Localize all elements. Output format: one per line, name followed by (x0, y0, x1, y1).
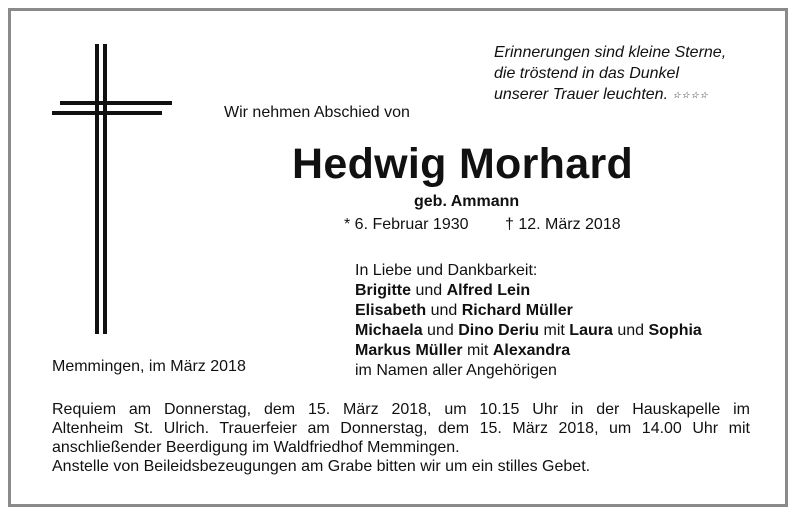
mourner-name: Markus Müller (355, 342, 463, 359)
notice-line: Anstelle von Beileidsbezeugungen am Grabe bitten wir um ein stilles Gebet. (52, 458, 591, 475)
death-date: † 12. März 2018 (505, 216, 621, 233)
notice-line: Requiem am Donnerstag, dem 15. März 2018, um 10.15 Uhr in der Hauskapelle im (52, 401, 750, 418)
quote-line: Erinnerungen sind kleine Sterne, (494, 44, 727, 61)
place-date: Memmingen, im März 2018 (52, 358, 246, 375)
mourner-name: Sophia (648, 322, 702, 339)
mourner-sep: und (422, 322, 459, 339)
mourners-closing: im Namen aller Angehörigen (355, 362, 557, 379)
mourner-line (355, 281, 702, 301)
mourner-sep: und (612, 322, 649, 339)
mourner-name: Dino Deriu (458, 322, 540, 339)
cross-icon-bar (52, 101, 172, 115)
intro-text: Wir nehmen Abschied von (224, 104, 410, 121)
mourner-name: Alfred Lein (446, 282, 531, 299)
quote-line (494, 84, 774, 106)
mourner-sep: und (411, 282, 447, 299)
mourner-name: Michaela (355, 322, 423, 339)
mourner-name: Richard Müller (461, 302, 573, 319)
mourner-sep: mit (539, 322, 570, 339)
quote-line-text: unserer Trauer leuchten. (494, 86, 669, 103)
memorial-quote (494, 42, 774, 106)
mourners-heading: In Liebe und Dankbarkeit: (355, 262, 538, 279)
maiden-name: geb. Ammann (414, 193, 520, 210)
mourner-sep: und (426, 302, 462, 319)
mourner-name: Laura (569, 322, 613, 339)
birth-date: * 6. Februar 1930 (344, 216, 469, 233)
mourners-list (355, 261, 702, 381)
mourner-sep: mit (462, 342, 493, 359)
mourner-line (355, 341, 702, 361)
deceased-name: Hedwig Morhard (292, 140, 634, 188)
mourner-line (355, 321, 702, 341)
service-notice (52, 400, 750, 476)
cross-icon (95, 44, 107, 334)
mourner-name: Elisabeth (355, 302, 427, 319)
stars-icon: ☆☆☆☆ (672, 90, 709, 100)
notice-line: anschließender Beerdigung im Waldfriedhof Memmingen. (52, 439, 460, 456)
mourner-line (355, 301, 702, 321)
notice-line: Altenheim St. Ulrich. Trauerfeier am Donnerstag, dem 15. März 2018, um 14.00 Uhr mit (52, 420, 750, 437)
mourner-name: Brigitte (355, 282, 411, 299)
quote-line: die tröstend in das Dunkel (494, 65, 679, 82)
mourner-name: Alexandra (492, 342, 571, 359)
